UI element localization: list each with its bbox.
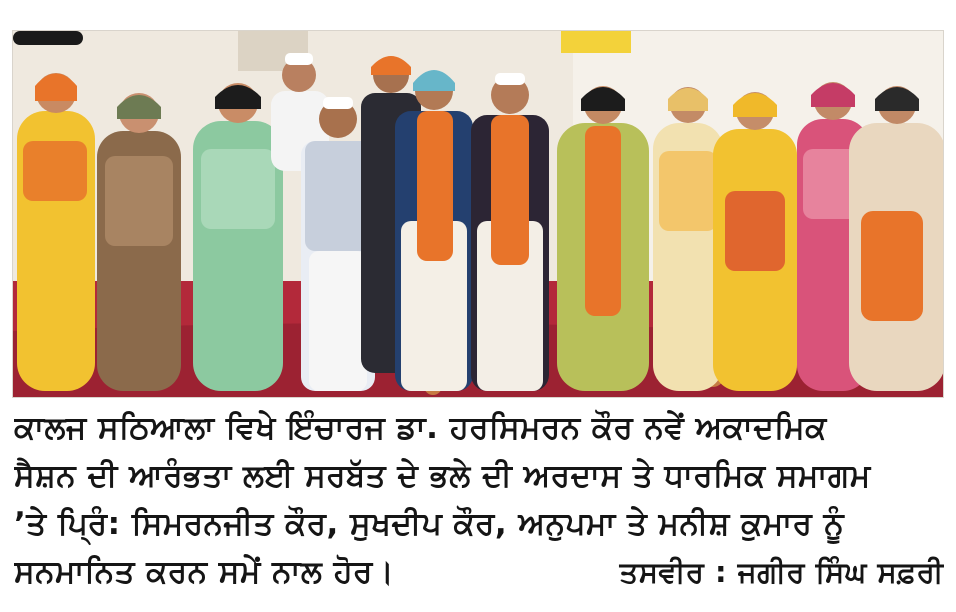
group-photo-illustration [13, 31, 944, 398]
photo-credit: ਤਸਵੀਰ : ਜਗੀਰ ਸਿੰਘ ਸਫ਼ਰੀ [619, 555, 944, 589]
caption-line-4: ਸਨਮਾਨਿਤ ਕਰਨ ਸਮੇਂ ਨਾਲ ਹੋਰ। [14, 554, 395, 590]
news-photo [12, 30, 944, 398]
caption-line-4-row [14, 548, 944, 596]
caption-line-1: ਕਾਲਜ ਸਠਿਆਲਾ ਵਿਖੇ ਇੰਚਾਰਜ ਡਾ. ਹਰਸਿਮਰਨ ਕੌਰ ਨਵੇਂ ਅਕਾਦਮਿਕ [14, 410, 827, 446]
caption-line-3: ’ਤੇ ਪ੍ਰਿੰ: ਸਿਮਰਨਜੀਤ ਕੌਰ, ਸੁਖਦੀਪ ਕੌਰ, ਅਨੁਪਮਾ ਤੇ ਮਨੀਸ਼ ਕੁਮਾਰ ਨੂੰ [14, 506, 845, 542]
photo-caption [14, 404, 944, 596]
caption-line-2: ਸੈਸ਼ਨ ਦੀ ਆਰੰਭਤਾ ਲਈ ਸਰਬੱਤ ਦੇ ਭਲੇ ਦੀ ਅਰਦਾਸ ਤੇ ਧਾਰਮਿਕ ਸਮਾਗਮ [14, 458, 871, 494]
